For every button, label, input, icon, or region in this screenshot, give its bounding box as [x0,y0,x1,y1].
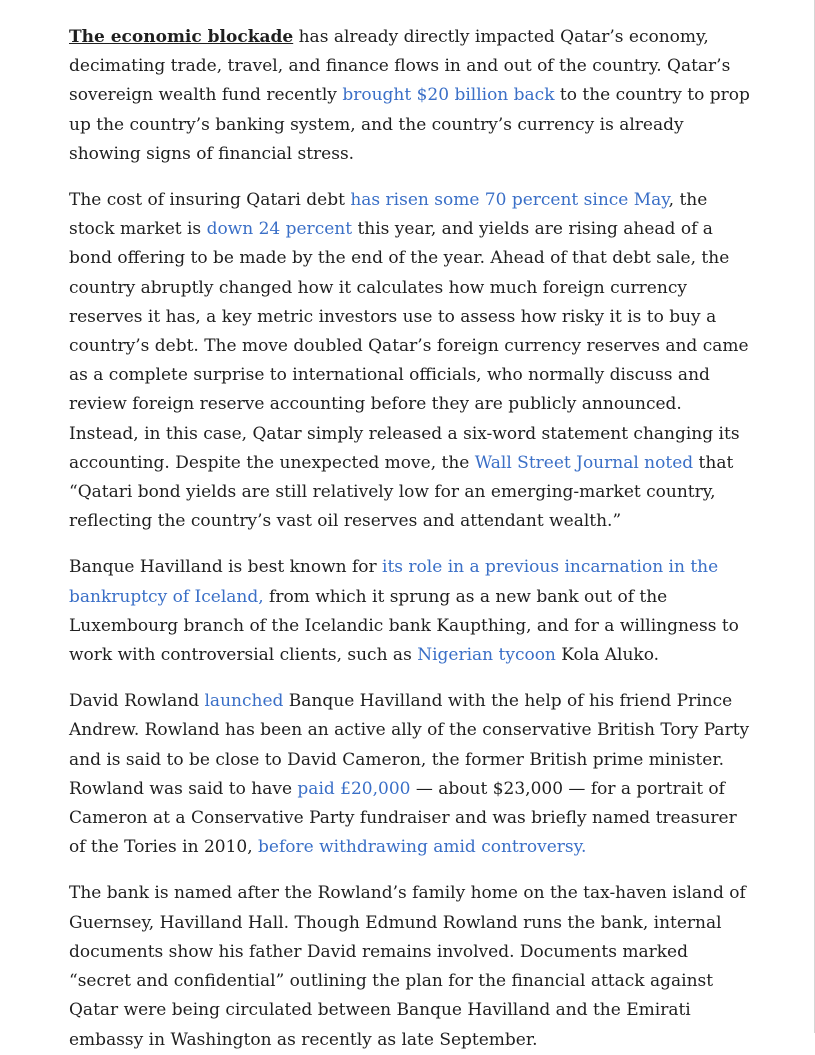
launched-link[interactable]: launched [204,691,284,712]
paragraph-text: that “Qatari bond yields are still relatively low for an emerging-market country, reflecting the country’s vast oil reserves and attendant wealth.” [69,452,734,532]
economic-blockade-link[interactable]: The economic blockade [69,27,294,47]
paragraph-text: Kola Aluko. [555,645,660,666]
paragraph-guernsey [69,879,755,1054]
paragraph-text: this year, and yields are rising ahead of a bond offering to be made by the end of the year. Ahead of that debt sale, the country abruptly changed how it calculates how much foreign currency reserves it has, a key metric investors use to assess how risky it is to buy a country’s debt. The move doubled Qatar’s foreign currency reserves and came as a complete surprise to international officials, who normally discuss and review foreign reserve accounting before they are publicly announced. Instead, in this case, Qatar simply released a six-word statement changing its accounting. Despite the unexpected move, the [69,219,749,473]
paid-20000-link[interactable]: paid £20,000 [297,778,411,799]
paragraph-blockade [69,23,755,169]
iceland-bankruptcy-link[interactable]: its role in a previous incarnation in the bankruptcy of Iceland, [69,557,719,607]
paragraph-rowland [69,687,755,862]
paragraph-text: The cost of insuring Qatari debt [69,190,351,211]
paragraph-text: Rowland was said to have [69,778,298,799]
risen-70-percent-link[interactable]: has risen some 70 percent since May [350,190,669,211]
paragraph-text: from which it sprung as a new bank out of the Luxembourg branch of the Icelandic bank Kaupthing, and for a willingness to work with controversial clients, such as [69,586,739,666]
withdrawing-controversy-link[interactable]: before withdrawing amid controversy. [258,837,587,858]
paragraph-text: — about $23,000 — for a portrait of Cameron at a Conservative Party fundraiser and was briefly named treasurer of the Tories in 2010, [69,778,737,858]
down-24-percent-link[interactable]: down 24 percent [206,219,353,240]
brought-20-billion-link[interactable]: brought $20 billion back [342,85,555,106]
wall-street-journal-link[interactable]: Wall Street Journal noted [474,452,694,473]
paragraph-text: Banque Havilland is best known for [69,557,383,578]
paragraph-debt [69,186,755,536]
paragraph-text: David Rowland [69,691,205,712]
nigerian-tycoon-link[interactable]: Nigerian tycoon [417,645,556,666]
paragraph-text: to the country to prop up the country’s banking system, and the country’s currency is already showing signs of financial stress. [69,85,750,164]
paragraph-text: has already directly impacted Qatar’s economy, decimating trade, travel, and finance flows in and out of the country. Qatar’s sovereign wealth fund recently [69,27,731,106]
paragraph-text: The bank is named after the Rowland’s family home on the tax-haven island of Guernsey, Havilland Hall. Though Edmund Rowland runs the bank, internal documents show his father David remains involved. Documents marked “secret and confidential” outlining the plan for the financial attack against Qatar were being circulated between Banque Havilland and the Emirati embassy in Washington as recently as late September. [69,883,746,1050]
paragraph-text: Banque Havilland with the help of his friend Prince Andrew. Rowland has been an active ally of the conservative British Tory Party and is said to be close to David Cameron, the former British prime minister. [69,691,750,770]
paragraph-text: , the stock market is [69,190,708,240]
paragraph-havilland [69,553,755,670]
